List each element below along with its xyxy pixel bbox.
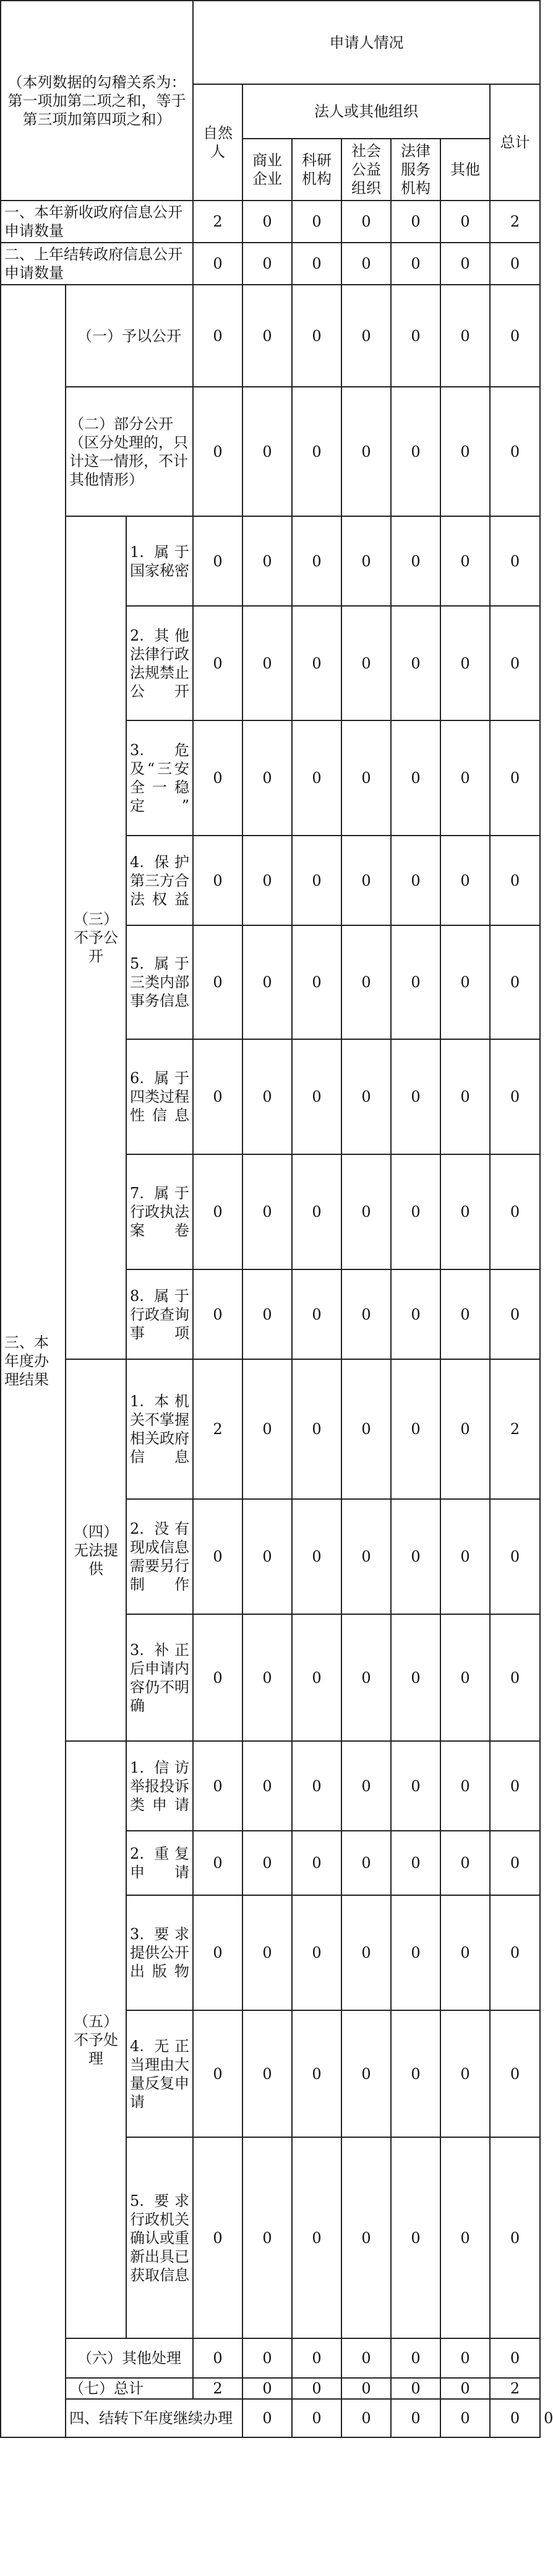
cell-value: 0 xyxy=(242,1269,292,1359)
cell-value: 0 xyxy=(391,606,440,720)
group-label-unable: （四）无法提供 xyxy=(66,1359,126,1741)
cell-value: 0 xyxy=(440,1499,490,1614)
cell-value: 0 xyxy=(440,1269,490,1359)
cell-value: 0 xyxy=(242,606,292,720)
gov-info-disclosure-table: （本列数据的勾稽关系为：第一项加第二项之和，等于第三项加第四项之和） 申请人情况 自然人 法人或其他组织 总计 商业企业 科研机构 社会公益组织 法律服务机构 其他 一、本年新收政府信息公开申请数量 2 0 0 0 0 0 2 二、上年结转政府信息公开申请数量 0 0 0 0 0 0 0 三、本年度办理结果 （一）予以公开 0 0 0 0 0 0 0 （二）部分公开（区分处理的，只计这一情形，不计其他情形） 0 0 0 0 0 0 0 （三）不予公开 1. 属于国家秘密 0 0 0 0 0 0 0 2. 其他法律行政法规禁止公开 0 0 0 0 0 0 0 3. 危及“三安全一稳定” 0 0 0 0 0 0 0 4. 保护第三方合法权益 0 0 0 0 0 0 0 5. 属于三类内部事务信息 0 0 0 0 0 0 0 6. 属于四类过程性信息 0 0 0 0 0 0 0 7. 属于行政执法案卷 0 0 0 0 0 0 0 8. 属于行政查询事项 0 0 0 0 0 0 0 （四）无法提供 1. 本机关不掌握相关政府信息 2 0 0 0 0 0 2 2. 没有现成信息需要另行制作 0 0 0 0 0 0 0 3. 补正后申请内容仍不明确 0 0 0 0 0 0 0 （五）不予处理 1. 信访举报投诉类申请 0 0 0 0 0 0 0 2. 重复申请 0 0 0 0 0 0 0 3. 要求提供公开出版物 0 0 0 0 0 0 0 4. 无正当理由大量反复申请 0 0 0 0 0 0 0 5. 要求行政机关确认或重新出具已获取信息 0 0 0 0 0 0 0 （六）其他处理 0 0 0 0 0 0 0 （七）总计 2 0 0 0 0 0 2 四、结转下年度继续办理 0 0 0 0 0 0 0 xyxy=(0,0,541,2438)
cell-value: 0 xyxy=(242,1831,292,1895)
group-label-withheld: （三）不予公开 xyxy=(66,516,126,1359)
cell-value: 2 xyxy=(193,2378,242,2399)
cell-value: 2 xyxy=(490,201,540,243)
cell-value: 0 xyxy=(391,1499,440,1614)
cell-value: 0 xyxy=(440,1039,490,1154)
cell-value: 0 xyxy=(193,1741,242,1831)
cell-value: 0 xyxy=(490,387,540,516)
cell-value: 0 xyxy=(341,1039,391,1154)
row-label: 3. 危及“三安全一稳定” xyxy=(126,720,193,836)
cell-value: 0 xyxy=(242,836,292,925)
cell-value: 0 xyxy=(391,2378,440,2399)
cell-value: 0 xyxy=(341,201,391,243)
cell-value: 0 xyxy=(391,243,440,285)
cell-value: 0 xyxy=(292,925,341,1039)
cell-value: 0 xyxy=(440,606,490,720)
cell-value: 0 xyxy=(341,1359,391,1499)
cell-value: 0 xyxy=(292,2338,341,2378)
row-label: 3. 要求提供公开出版物 xyxy=(126,1895,193,2010)
cell-value: 0 xyxy=(440,836,490,925)
cell-value: 0 xyxy=(440,516,490,606)
cell-value: 0 xyxy=(242,387,292,516)
cell-value: 0 xyxy=(341,925,391,1039)
header-note: （本列数据的勾稽关系为：第一项加第二项之和，等于第三项加第四项之和） xyxy=(1,1,193,201)
cell-value: 0 xyxy=(292,836,341,925)
cell-value: 0 xyxy=(440,1831,490,1895)
cell-value: 0 xyxy=(341,2010,391,2137)
cell-value: 0 xyxy=(193,2010,242,2137)
cell-value: 0 xyxy=(193,836,242,925)
cell-value: 0 xyxy=(490,1499,540,1614)
row-label: （二）部分公开（区分处理的，只计这一情形，不计其他情形） xyxy=(66,387,193,516)
row-label: 6. 属于四类过程性信息 xyxy=(126,1039,193,1154)
cell-value: 0 xyxy=(292,720,341,836)
cell-value: 0 xyxy=(391,720,440,836)
group-label-not-processed: （五）不予处理 xyxy=(66,1741,126,2338)
row-label: 1. 信访举报投诉类申请 xyxy=(126,1741,193,1831)
cell-value: 0 xyxy=(292,201,341,243)
cell-value: 0 xyxy=(292,516,341,606)
cell-value: 0 xyxy=(440,2010,490,2137)
cell-value: 0 xyxy=(341,516,391,606)
cell-value: 0 xyxy=(440,1895,490,2010)
cell-value: 0 xyxy=(341,1831,391,1895)
cell-value: 0 xyxy=(292,1039,341,1154)
cell-value: 0 xyxy=(341,2378,391,2399)
cell-value: 0 xyxy=(242,1895,292,2010)
cell-value: 0 xyxy=(242,2378,292,2399)
cell-value: 0 xyxy=(391,836,440,925)
cell-value: 2 xyxy=(193,201,242,243)
row-label: 3. 补正后申请内容仍不明确 xyxy=(126,1614,193,1741)
cell-value: 0 xyxy=(440,201,490,243)
cell-value: 0 xyxy=(490,1269,540,1359)
cell-value: 0 xyxy=(391,1831,440,1895)
cell-value: 0 xyxy=(490,720,540,836)
cell-value: 0 xyxy=(391,516,440,606)
cell-value: 0 xyxy=(490,836,540,925)
cell-value: 0 xyxy=(440,2338,490,2378)
cell-value: 0 xyxy=(440,243,490,285)
row-label: 1. 本机关不掌握相关政府信息 xyxy=(126,1359,193,1499)
row-label: 一、本年新收政府信息公开申请数量 xyxy=(1,201,193,243)
cell-value: 0 xyxy=(193,1039,242,1154)
row-label: 二、上年结转政府信息公开申请数量 xyxy=(1,243,193,285)
cell-value: 0 xyxy=(242,1039,292,1154)
cell-value: 0 xyxy=(341,1895,391,2010)
row-label: 四、结转下年度继续办理 xyxy=(66,2399,242,2437)
cell-value: 0 xyxy=(440,285,490,387)
cell-value: 0 xyxy=(341,243,391,285)
cell-value: 0 xyxy=(242,2399,292,2437)
cell-value: 0 xyxy=(193,925,242,1039)
cell-value: 0 xyxy=(391,1359,440,1499)
cell-value: 0 xyxy=(242,925,292,1039)
cell-value: 0 xyxy=(292,1614,341,1741)
cell-value: 0 xyxy=(490,516,540,606)
row-label: 5. 要求行政机关确认或重新出具已获取信息 xyxy=(126,2137,193,2338)
row-label: 8. 属于行政查询事项 xyxy=(126,1269,193,1359)
cell-value: 0 xyxy=(341,720,391,836)
cell-value: 0 xyxy=(490,1614,540,1741)
cell-value: 0 xyxy=(490,1154,540,1269)
cell-value: 0 xyxy=(341,1269,391,1359)
cell-value: 0 xyxy=(292,1154,341,1269)
cell-value: 0 xyxy=(242,1741,292,1831)
header-legal-org: 法人或其他组织 xyxy=(242,84,490,139)
cell-value: 0 xyxy=(292,2378,341,2399)
cell-value: 0 xyxy=(193,1831,242,1895)
cell-value: 0 xyxy=(193,606,242,720)
cell-value: 0 xyxy=(242,285,292,387)
cell-value: 0 xyxy=(490,2137,540,2338)
row-label: 4. 保护第三方合法权益 xyxy=(126,836,193,925)
cell-value: 0 xyxy=(391,1039,440,1154)
cell-value: 0 xyxy=(242,2338,292,2378)
cell-value: 0 xyxy=(391,1269,440,1359)
cell-value: 0 xyxy=(193,1154,242,1269)
row-label: （七）总计 xyxy=(66,2378,193,2399)
cell-value: 0 xyxy=(490,1039,540,1154)
cell-value: 0 xyxy=(490,1831,540,1895)
cell-value: 0 xyxy=(292,243,341,285)
cell-value: 0 xyxy=(440,2137,490,2338)
row-label: 2. 其他法律行政法规禁止公开 xyxy=(126,606,193,720)
cell-value: 0 xyxy=(341,836,391,925)
row-label: 1. 属于国家秘密 xyxy=(126,516,193,606)
cell-value: 0 xyxy=(440,1154,490,1269)
cell-value: 0 xyxy=(292,2010,341,2137)
cell-value: 0 xyxy=(292,1269,341,1359)
cell-value: 0 xyxy=(193,243,242,285)
cell-value: 0 xyxy=(292,1741,341,1831)
cell-value: 0 xyxy=(292,387,341,516)
row-label: 4. 无正当理由大量反复申请 xyxy=(126,2010,193,2137)
cell-value: 0 xyxy=(440,387,490,516)
cell-value: 0 xyxy=(391,387,440,516)
header-legal-service: 法律服务机构 xyxy=(391,139,440,201)
cell-value: 0 xyxy=(391,1895,440,2010)
cell-value: 0 xyxy=(490,243,540,285)
cell-value: 0 xyxy=(292,2399,341,2437)
cell-value: 0 xyxy=(242,1154,292,1269)
cell-value: 0 xyxy=(391,2010,440,2137)
cell-value: 0 xyxy=(391,1154,440,1269)
cell-value: 0 xyxy=(292,1831,341,1895)
cell-value: 0 xyxy=(490,1895,540,2010)
cell-value: 0 xyxy=(440,2378,490,2399)
cell-value: 0 xyxy=(440,1741,490,1831)
cell-value: 0 xyxy=(193,285,242,387)
cell-value: 0 xyxy=(440,1614,490,1741)
cell-value: 0 xyxy=(292,285,341,387)
cell-value: 0 xyxy=(440,1359,490,1499)
cell-value: 0 xyxy=(341,1614,391,1741)
cell-value: 0 xyxy=(341,2399,391,2437)
cell-value: 0 xyxy=(242,201,292,243)
cell-value: 0 xyxy=(490,1741,540,1831)
cell-value: 0 xyxy=(193,1895,242,2010)
cell-value: 2 xyxy=(490,2378,540,2399)
cell-value: 0 xyxy=(193,720,242,836)
cell-value: 0 xyxy=(391,2338,440,2378)
header-commercial: 商业企业 xyxy=(242,139,292,201)
cell-value: 0 xyxy=(242,720,292,836)
cell-value: 0 xyxy=(440,925,490,1039)
cell-value: 0 xyxy=(341,2137,391,2338)
cell-value: 0 xyxy=(490,2399,540,2437)
section-3-label: 三、本年度办理结果 xyxy=(1,285,66,2437)
cell-value: 0 xyxy=(242,243,292,285)
cell-value: 0 xyxy=(490,285,540,387)
cell-value: 0 xyxy=(193,516,242,606)
cell-value: 0 xyxy=(490,925,540,1039)
cell-value: 0 xyxy=(490,2338,540,2378)
cell-value: 0 xyxy=(242,516,292,606)
cell-value: 2 xyxy=(193,1359,242,1499)
cell-value: 0 xyxy=(242,2010,292,2137)
cell-value: 0 xyxy=(292,1499,341,1614)
row-label: （六）其他处理 xyxy=(66,2338,193,2378)
cell-value: 0 xyxy=(193,1614,242,1741)
cell-value: 0 xyxy=(292,2137,341,2338)
cell-value: 0 xyxy=(490,606,540,720)
row-label: （一）予以公开 xyxy=(66,285,193,387)
row-label: 2. 没有现成信息需要另行制作 xyxy=(126,1499,193,1614)
cell-value: 0 xyxy=(193,1499,242,1614)
cell-value: 2 xyxy=(490,1359,540,1499)
cell-value: 0 xyxy=(242,1499,292,1614)
header-research: 科研机构 xyxy=(292,139,341,201)
cell-value: 0 xyxy=(391,2399,440,2437)
cell-value: 0 xyxy=(242,1359,292,1499)
cell-value: 0 xyxy=(440,720,490,836)
cell-value: 0 xyxy=(242,1614,292,1741)
cell-value: 0 xyxy=(391,1614,440,1741)
cell-value: 0 xyxy=(193,2338,242,2378)
cell-value: 0 xyxy=(341,1154,391,1269)
header-total: 总计 xyxy=(490,84,540,201)
header-natural-person: 自然人 xyxy=(193,84,242,201)
cell-value: 0 xyxy=(490,2010,540,2137)
cell-value: 0 xyxy=(341,285,391,387)
header-social: 社会公益组织 xyxy=(341,139,391,201)
cell-value: 0 xyxy=(341,1741,391,1831)
cell-value: 0 xyxy=(193,1269,242,1359)
cell-value: 0 xyxy=(391,925,440,1039)
header-applicant-info: 申请人情况 xyxy=(193,1,540,84)
cell-value: 0 xyxy=(193,2137,242,2338)
cell-value: 0 xyxy=(292,606,341,720)
cell-value: 0 xyxy=(391,1741,440,1831)
cell-value: 0 xyxy=(193,387,242,516)
cell-value: 0 xyxy=(292,1359,341,1499)
cell-value: 0 xyxy=(242,2137,292,2338)
cell-value: 0 xyxy=(341,1499,391,1614)
cell-value: 0 xyxy=(391,2137,440,2338)
cell-value: 0 xyxy=(341,606,391,720)
cell-value: 0 xyxy=(292,1895,341,2010)
row-label: 5. 属于三类内部事务信息 xyxy=(126,925,193,1039)
cell-value: 0 xyxy=(341,387,391,516)
header-other: 其他 xyxy=(440,139,490,201)
cell-value: 0 xyxy=(391,201,440,243)
cell-value: 0 xyxy=(341,2338,391,2378)
cell-value: 0 xyxy=(440,2399,490,2437)
row-label: 7. 属于行政执法案卷 xyxy=(126,1154,193,1269)
cell-value: 0 xyxy=(391,285,440,387)
row-label: 2. 重复申请 xyxy=(126,1831,193,1895)
